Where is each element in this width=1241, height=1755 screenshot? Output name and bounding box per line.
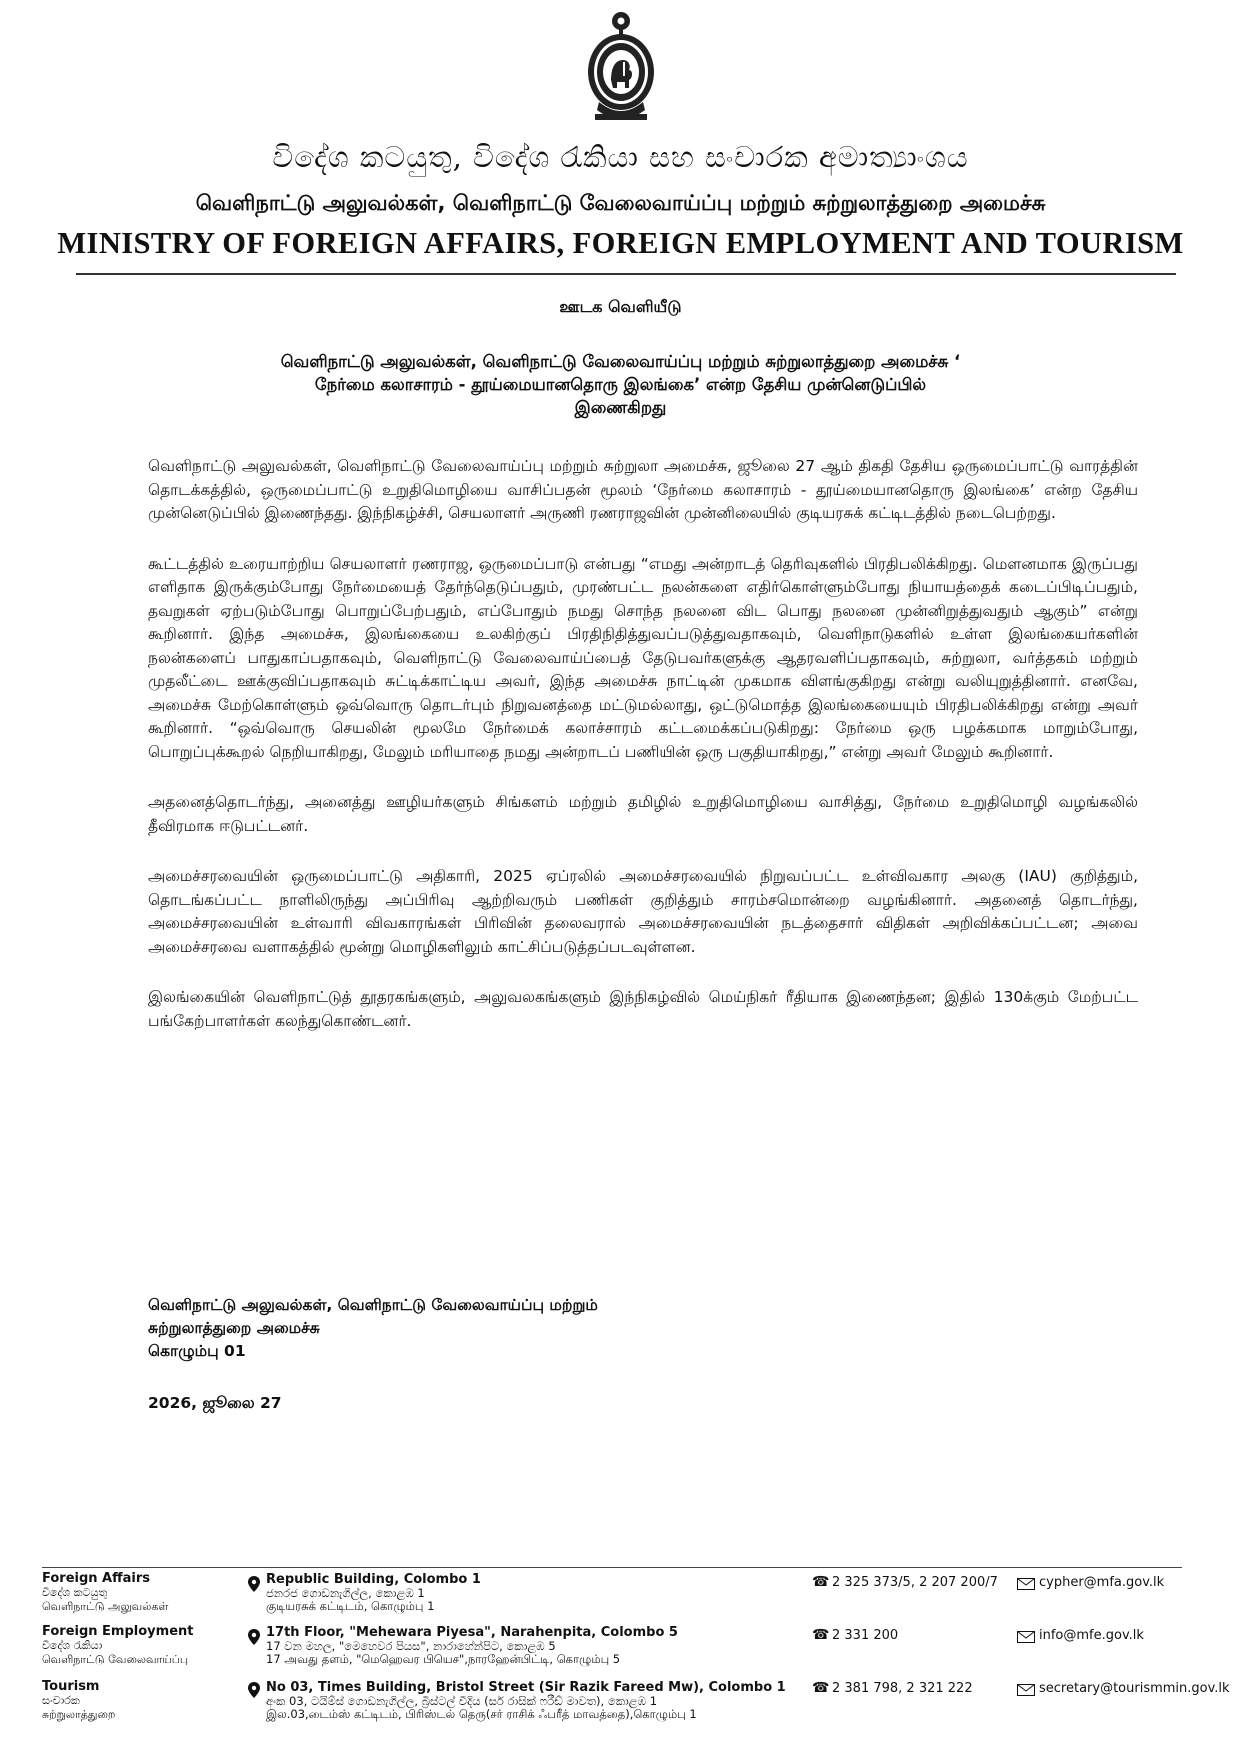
unit-name-en: Tourism — [42, 1679, 100, 1694]
address-en: Republic Building, Colombo 1 — [266, 1572, 481, 1587]
address-ta: 17 அவது தளம், "மெஹெவர பியெச",நாரஹேன்பிட்டி, கொழும்பு 5 — [266, 1652, 621, 1666]
envelope-icon — [1017, 1631, 1035, 1643]
address-si: ජනරජ ගොඩනැගිල්ල, කොළඹ 1 — [266, 1586, 425, 1600]
signature-block — [148, 1294, 598, 1363]
location-pin-icon — [248, 1682, 260, 1698]
document-type: ஊடக வெளியீடு — [559, 297, 682, 316]
unit-name-en: Foreign Affairs — [42, 1571, 151, 1586]
body-paragraph: வெளிநாட்டு அலுவல்கள், வெளிநாட்டு வேலைவாய்ப்பு மற்றும் சுற்றுலா அமைச்சு, ஜூலை 27 ஆம் திகதி தேசிய ஒருமைப்பாட்டு வாரத்தின் தொடக்கத்தில், ஒருமைப்பாட்டு உறுதிமொழியை வாசிப்பதன் மூலம் ‘நேர்மை கலாசாரம் - தூய்மையானதொரு இலங்கை’ என்ற தேசிய முன்னெடுப்பில் இணைந்தது. இந்நிகழ்ச்சி, செயலாளர் அருணி ரணராஜவின் முன்னிலையில் குடியரசுக் கட்டிடத்தில் நடைபெற்றது. — [148, 457, 1138, 522]
unit-name-si: විදේශ කටයුතු — [42, 1586, 108, 1599]
footer-unit — [42, 1572, 242, 1614]
title-line: வெளிநாட்டு அலுவல்கள், வெளிநாட்டு வேலைவாய்ப்பு மற்றும் சுற்றுலாத்துறை அமைச்சு ‘ — [280, 352, 961, 371]
address-ta: குடியரசுக் கட்டிடம், கொழும்பு 1 — [266, 1599, 435, 1613]
sri-lanka-emblem — [585, 10, 657, 128]
address-en: 17th Floor, "Mehewara Piyesa", Narahenpita, Colombo 5 — [266, 1625, 678, 1640]
unit-name-ta: வெளிநாட்டு வேலைவாய்ப்பு — [42, 1653, 189, 1666]
ministry-name-sinhala: විදේශ කටයුතු, විදේශ රැකියා සහ සංචාරක අමාත්‍යාංශය — [272, 140, 969, 174]
footer-email[interactable]: cypher@mfa.gov.lk — [1039, 1575, 1165, 1590]
signature-line: வெளிநாட்டு அலுவல்கள், வெளிநாட்டு வேலைவாய்ப்பு மற்றும் — [148, 1296, 598, 1314]
footer-phone: 2 381 798, 2 321 222 — [832, 1681, 973, 1696]
footer-address — [266, 1680, 786, 1721]
footer-unit — [42, 1680, 242, 1722]
location-pin-icon — [248, 1576, 260, 1592]
footer-email[interactable]: secretary@tourismmin.gov.lk — [1039, 1681, 1230, 1696]
signature-line: சுற்றுலாத்துறை அமைச்சு — [148, 1319, 320, 1337]
body-paragraph: அதனைத்தொடர்ந்து, அனைத்து ஊழியர்களும் சிங்களம் மற்றும் தமிழில் உறுதிமொழியை வாசித்து, நேர்மை உறுதிமொழி வழங்கலில் தீவிரமாக ஈடுபட்டனர். — [148, 793, 1138, 835]
unit-name-en: Foreign Employment — [42, 1624, 194, 1639]
footer-unit — [42, 1625, 242, 1667]
footer-address — [266, 1572, 786, 1613]
ministry-name-english: MINISTRY OF FOREIGN AFFAIRS, FOREIGN EMPLOYMENT AND TOURISM — [57, 226, 1184, 260]
header-divider — [76, 273, 1176, 275]
address-ta: இல.03,டைம்ஸ் கட்டிடம், பிரிஸ்டல் தெரு(சர் ராசிக் ஃபரீத் மாவத்தை),கொழும்பு 1 — [266, 1707, 697, 1721]
footer-phone: 2 331 200 — [832, 1628, 899, 1643]
unit-name-ta: வெளிநாட்டு அலுவல்கள் — [42, 1600, 169, 1613]
envelope-icon — [1017, 1684, 1035, 1696]
telephone-icon: ☎ — [812, 1574, 830, 1590]
press-release-body — [148, 455, 1138, 1060]
address-si: 17 වන මහල, "මෙහෙවර පියස", නාරාහේන්පිට, කොළඹ 5 — [266, 1639, 556, 1653]
title-line: இணைகிறது — [574, 398, 667, 417]
ministry-name-tamil: வெளிநாட்டு அலுவல்கள், வெளிநாட்டு வேலைவாய்ப்பு மற்றும் சுற்றுலாத்துறை அமைச்சு — [195, 191, 1046, 215]
unit-name-si: සංචාරක — [42, 1694, 80, 1707]
footer-phone: 2 325 373/5, 2 207 200/7 — [832, 1575, 998, 1590]
title-line: நேர்மை கலாசாரம் - தூய்மையானதொரு இலங்கை’ என்ற தேசிய முன்னெடுப்பில் — [314, 375, 927, 394]
address-si: අංක 03, ටයිම්ස් ගොඩනැගිල්ල, බ්‍රිස්ටල් වීදිය (සර් රාසික් ෆරීඩ් මාවත), කොළඹ 1 — [266, 1694, 658, 1708]
location-pin-icon — [248, 1629, 260, 1645]
address-en: No 03, Times Building, Bristol Street (Sir Razik Fareed Mw), Colombo 1 — [266, 1680, 786, 1695]
unit-name-ta: சுற்றுலாத்துறை — [42, 1708, 116, 1721]
envelope-icon — [1017, 1578, 1035, 1590]
signature-line: கொழும்பு 01 — [148, 1342, 246, 1360]
body-paragraph: இலங்கையின் வெளிநாட்டுத் தூதரகங்களும், அலுவலகங்களும் இந்நிகழ்வில் மெய்நிகர் ரீதியாக இணைந்தன; இதில் 130க்கும் மேற்பட்ட பங்கேற்பாளர்கள் கலந்துகொண்டனர். — [148, 988, 1138, 1030]
unit-name-si: විදේශ රැකියා — [42, 1639, 103, 1652]
footer-address — [266, 1625, 786, 1666]
footer-email[interactable]: info@mfe.gov.lk — [1039, 1628, 1144, 1643]
body-paragraph: அமைச்சரவையின் ஒருமைப்பாட்டு அதிகாரி, 2025 ஏப்ரலில் அமைச்சரவையில் நிறுவப்பட்ட உள்விவகார அலகு (IAU) குறித்தும், தொடங்கப்பட்ட நாளிலிருந்து அப்பிரிவு ஆற்றிவரும் பணிகள் குறித்தும் சாரம்சமொன்றை வழங்கினார். அதனைத் தொடர்ந்து, அமைச்சரவையின் உள்வாரி விவகாரங்கள் பிரிவின் தலைவரால் அமைச்சரவையின் நடத்தைசார் விதிகள் அறிவிக்கப்பட்டன; அவை அமைச்சரவை வளாகத்தில் மூன்று மொழிகளிலும் காட்சிப்படுத்தப்படவுள்ளன. — [148, 867, 1138, 956]
footer-divider — [42, 1567, 1182, 1568]
body-paragraph: கூட்டத்தில் உரையாற்றிய செயலாளர் ரணராஜ, ஒருமைப்பாடு என்பது “எமது அன்றாடத் தெரிவுகளில் பிரதிபலிக்கிறது. மௌனமாக இருப்பது எளிதாக இருக்கும்போது நேர்மையைத் தேர்ந்தெடுப்பதும், முரண்பட்ட நலன்களை எதிர்கொள்ளும்போது நியாயத்தைக் கடைப்பிடிப்பதும், தவறுகள் ஏற்படும்போது பொறுப்பேற்பதும், எப்போதும் நமது சொந்த நலனை விட பொது நலனை முன்னிறுத்துவதும் ஆகும்” என்று கூறினார். இந்த அமைச்சு, இலங்கையை உலகிற்குப் பிரதிநிதித்துவப்படுத்துவதாகவும், வெளிநாடுகளில் உள்ள இலங்கையர்களின் நலன்களைப் பாதுகாப்பதாகவும், வெளிநாட்டு வேலைவாய்ப்பைத் தேடுபவர்களுக்கு ஆதரவளிப்பதாகவும், சுற்றுலா, வர்த்தகம் மற்றும் முதலீட்டை ஊக்குவிப்பதாகவும் சுட்டிக்காட்டிய அவர், இந்த அமைச்சு நாட்டின் முகமாக விளங்குகிறது என்று வலியுறுத்தினார். எனவே, அமைச்சு மேற்கொள்ளும் ஒவ்வொரு தொடர்பும் நிறுவனத்தை மட்டுமல்லாது, ஒட்டுமொத்த இலங்கையையும் பிரதிபலிக்கிறது என்று அவர் கூறினார். “ஒவ்வொரு செயலின் மூலமே நேர்மைக் கலாச்சாரம் கட்டமைக்கப்படுகிறது: நேர்மை ஒரு பழக்கமாக மாறும்போது, பொறுப்புக்கூறல் நெறியாகிறது, மேலும் மரியாதை நமது அன்றாடப் பணியின் ஒரு பகுதியாகிறது,” என்று அவர் மேலும் கூறினார். — [148, 554, 1138, 761]
release-date: 2026, ஜூலை 27 — [148, 1394, 282, 1412]
press-release-title — [140, 350, 1101, 419]
telephone-icon: ☎ — [812, 1627, 830, 1643]
telephone-icon: ☎ — [812, 1680, 830, 1696]
